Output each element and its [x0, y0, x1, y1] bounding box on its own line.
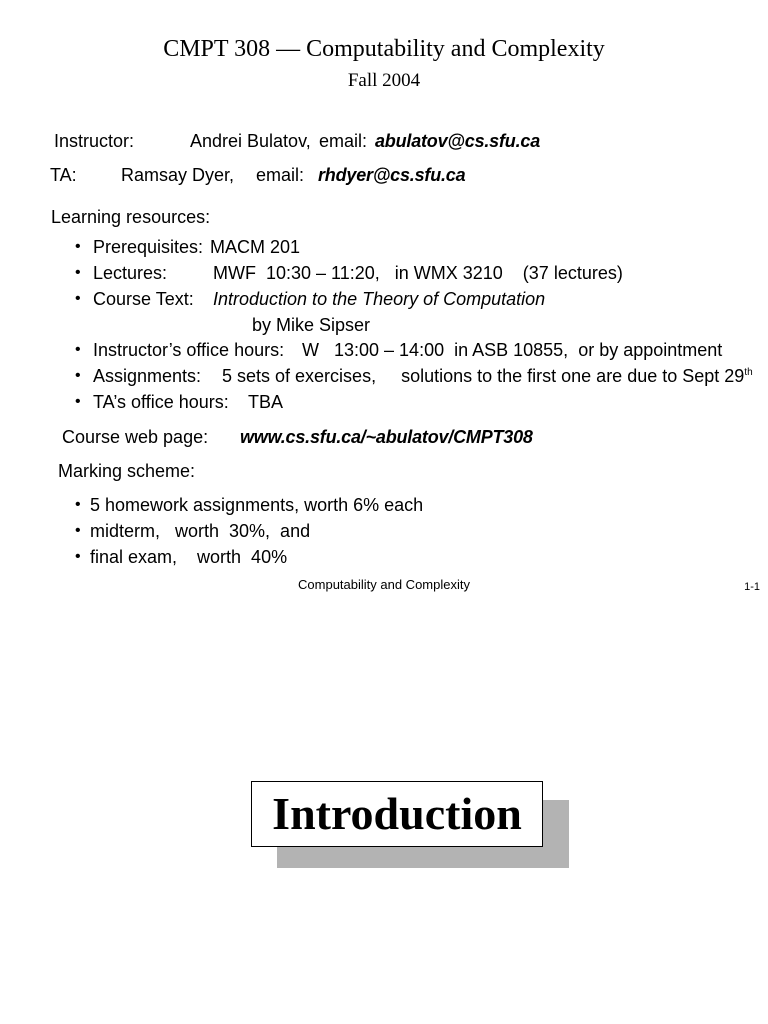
bullet-icon: • — [75, 238, 81, 255]
ta-name: Ramsay Dyer, — [121, 165, 235, 185]
marking-item: final exam, worth 40% — [90, 547, 288, 567]
instructor-label: Instructor: — [54, 131, 135, 151]
bullet-icon: • — [75, 393, 81, 410]
office-hours-value: W 13:00 – 14:00 in ASB 10855, or by appointment — [302, 340, 723, 360]
marking-item: midterm, worth 30%, and — [90, 521, 311, 541]
marking-item: 5 homework assignments, worth 6% each — [90, 495, 424, 515]
course-text-label: Course Text: — [93, 289, 194, 309]
course-text-title: Introduction to the Theory of Computation — [213, 289, 546, 309]
ta-email-link[interactable]: rhdyer@cs.sfu.ca — [318, 165, 466, 185]
ta-office-hours-label: TA’s office hours: — [93, 392, 229, 412]
lectures-value: MWF 10:30 – 11:20, in WMX 3210 (37 lectures) — [213, 263, 623, 283]
bullet-icon: • — [75, 496, 81, 513]
assignments-label: Assignments: — [93, 366, 202, 386]
marking-scheme-heading: Marking scheme: — [58, 461, 196, 481]
footer-title: Computability and Complexity — [298, 577, 470, 592]
ta-email-label: email: — [256, 165, 305, 185]
learning-resources-heading: Learning resources: — [51, 207, 211, 227]
bullet-icon: • — [75, 522, 81, 539]
assignments-text: 5 sets of exercises, solutions to the first one are due to Sept 29 — [222, 366, 745, 386]
lectures-label: Lectures: — [93, 263, 168, 283]
web-page-link[interactable]: www.cs.sfu.ca/~abulatov/CMPT308 — [240, 427, 533, 447]
instructor-email-link[interactable]: abulatov@cs.sfu.ca — [375, 131, 541, 151]
ta-office-hours-value: TBA — [248, 392, 284, 412]
course-text-author: by Mike Sipser — [252, 315, 371, 335]
page-subtitle: Fall 2004 — [347, 70, 421, 91]
date-superscript: th — [744, 367, 753, 378]
bullet-icon: • — [75, 290, 81, 307]
bullet-icon: • — [75, 367, 81, 384]
web-page-label: Course web page: — [62, 427, 209, 447]
bullet-icon: • — [75, 341, 81, 358]
office-hours-label: Instructor’s office hours: — [93, 340, 285, 360]
intro-title-box — [251, 781, 543, 847]
intro-title: Introduction — [272, 788, 522, 839]
bullet-icon: • — [75, 264, 81, 281]
instructor-email-label: email: — [319, 131, 368, 151]
bullet-icon: • — [75, 548, 81, 565]
assignments-value — [222, 365, 753, 387]
instructor-name: Andrei Bulatov, — [190, 131, 311, 151]
page-title: CMPT 308 — Computability and Complexity — [163, 36, 605, 62]
ta-label: TA: — [50, 165, 77, 185]
prerequisites-label: Prerequisites: — [93, 237, 204, 257]
page-number: 1-1 — [744, 581, 760, 593]
prerequisites-value: MACM 201 — [210, 237, 301, 257]
